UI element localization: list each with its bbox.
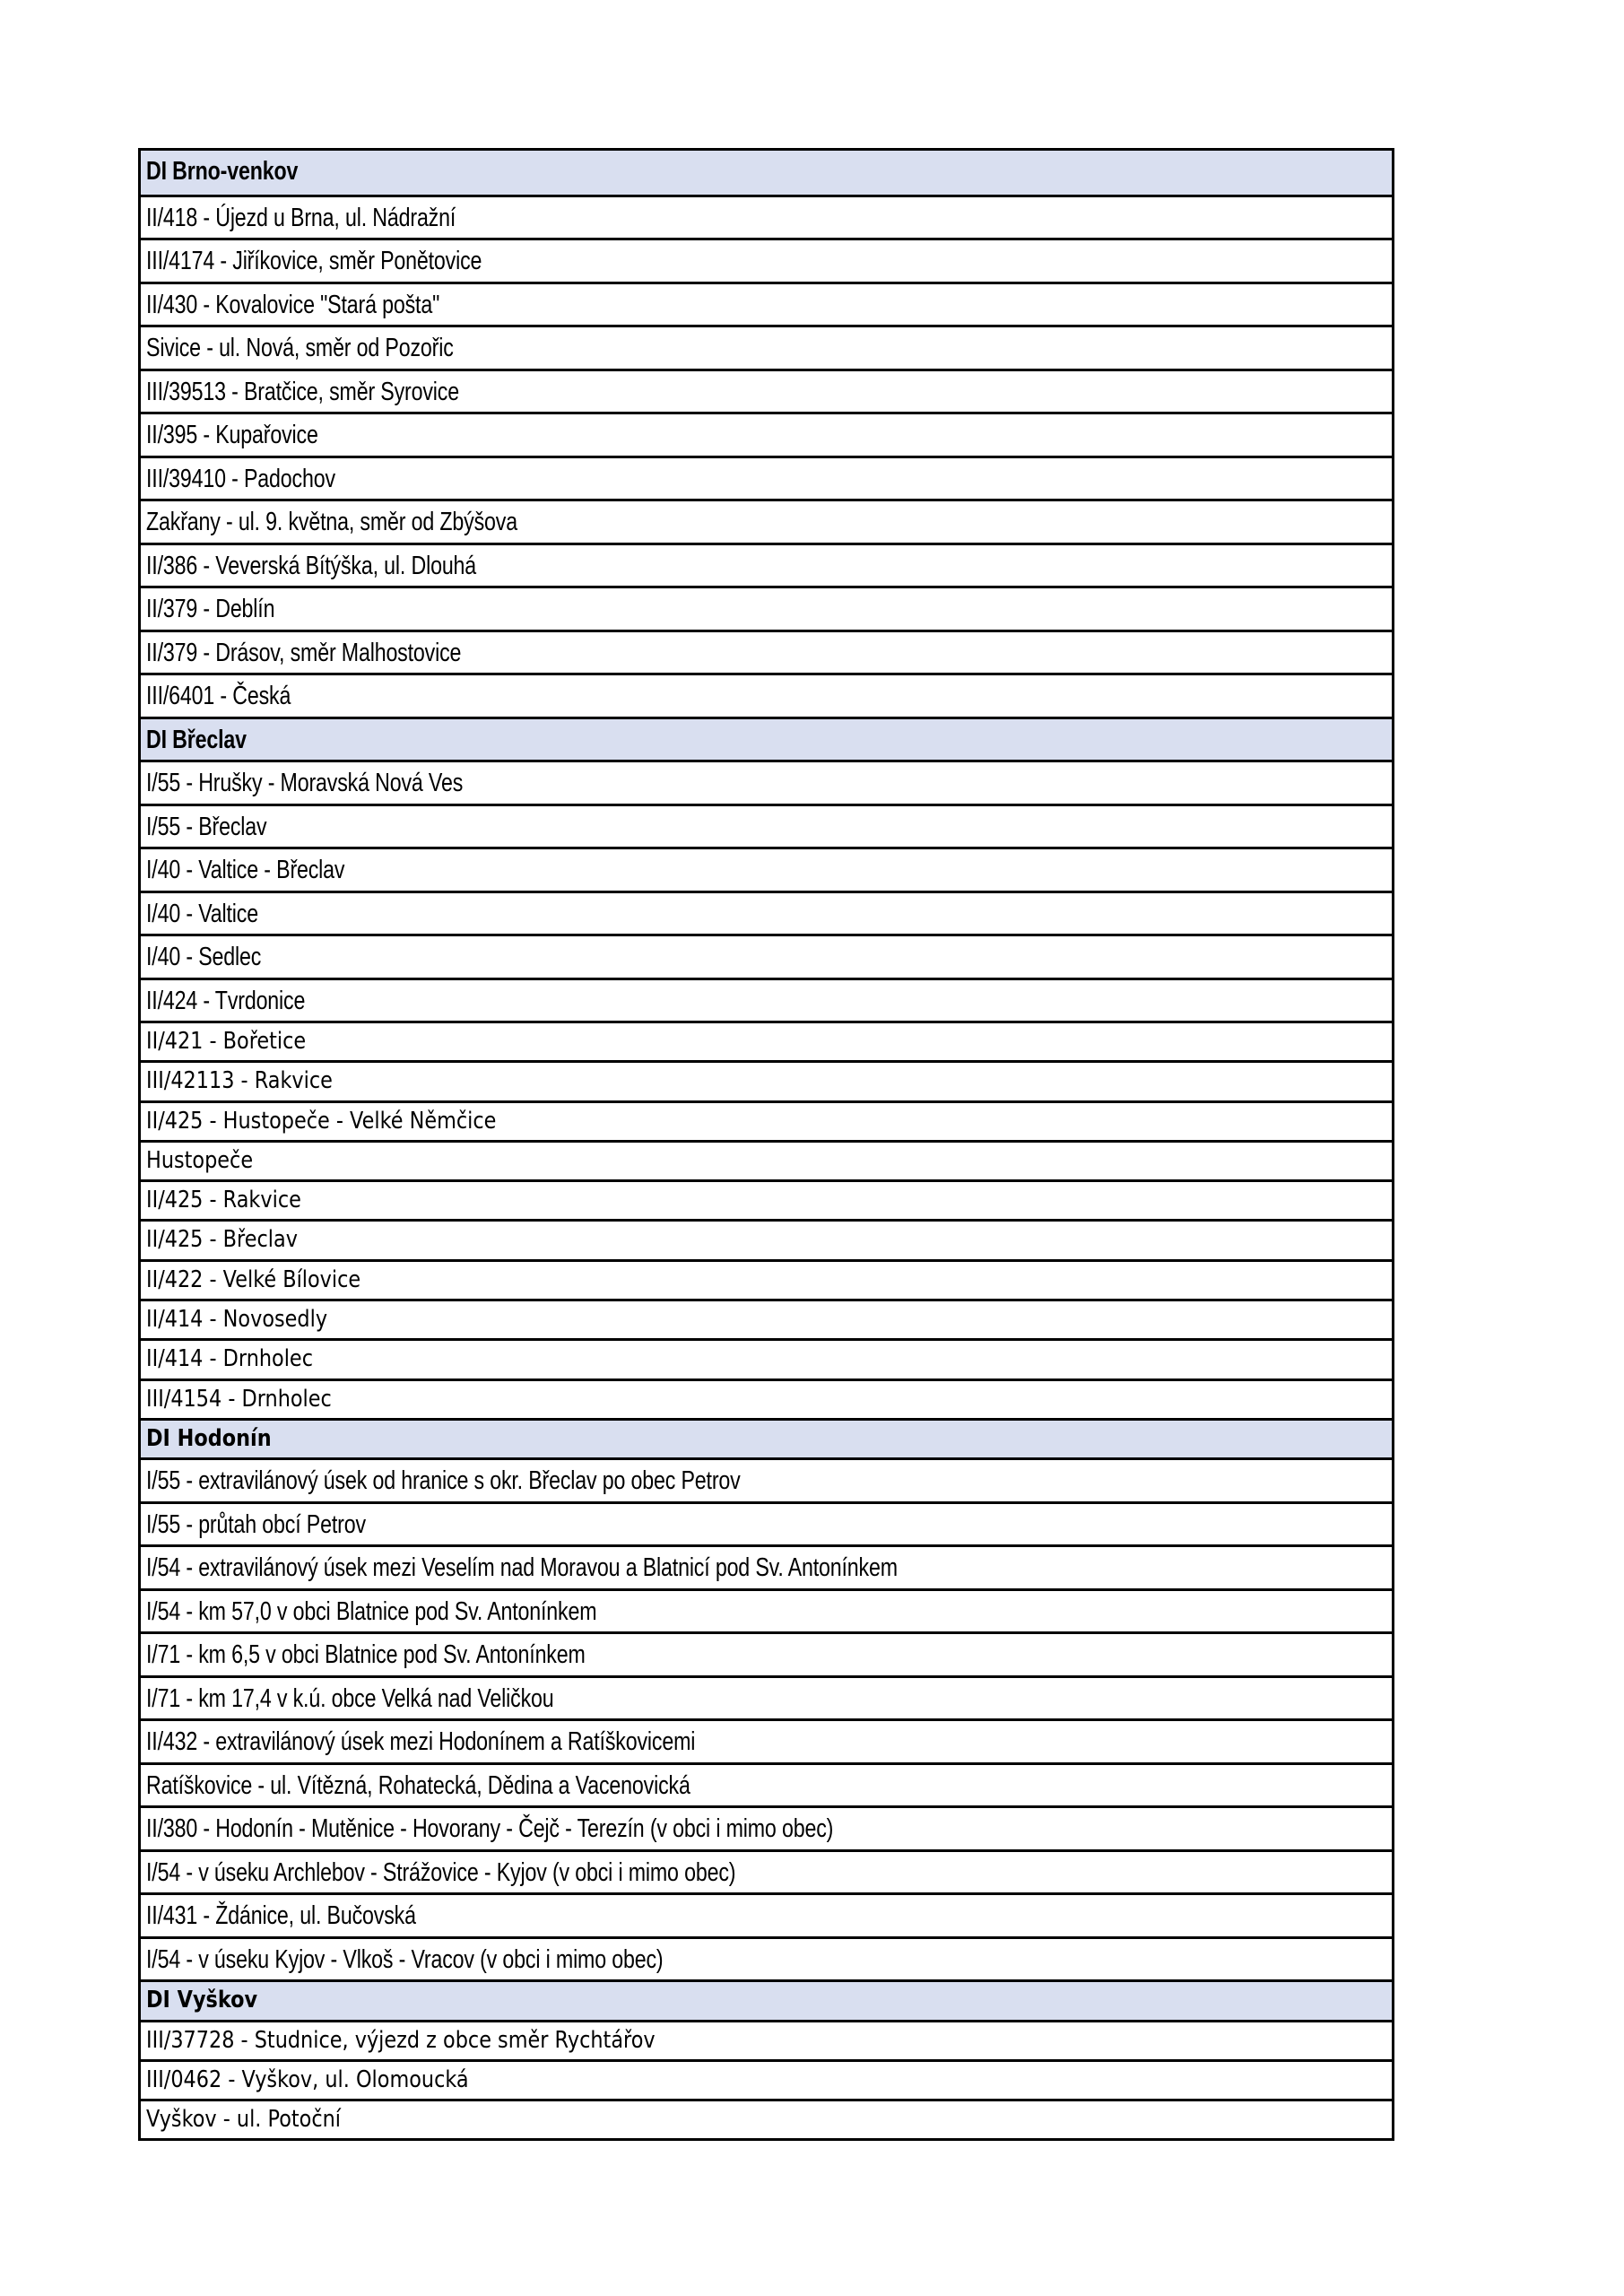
row-label: I/54 - extravilánový úsek mezi Veselím nad Moravou a Blatnicí pod Sv. Antonínkem: [146, 1553, 898, 1583]
row-label: I/40 - Sedlec: [146, 943, 262, 971]
table-row: [141, 1179, 1392, 1219]
table-row: [141, 499, 1392, 543]
section-header-label: DI Brno-venkov: [146, 157, 299, 186]
table-row: [141, 630, 1392, 674]
row-label: II/425 - Hustopeče - Velké Němčice: [146, 1107, 497, 1135]
row-label: II/418 - Újezd u Brna, ul. Nádražní: [146, 203, 456, 232]
row-label: II/380 - Hodonín - Mutěnice - Hovorany - Čejč - Terezín (v obci i mimo obec): [146, 1814, 834, 1844]
table-row: [141, 543, 1392, 587]
table-row: [141, 1805, 1392, 1849]
row-label: III/39410 - Padochov: [146, 464, 335, 493]
row-label: II/414 - Drnholec: [146, 1345, 313, 1373]
table-row: [141, 282, 1392, 326]
row-label: III/4154 - Drnholec: [146, 1385, 332, 1413]
row-label: I/54 - km 57,0 v obci Blatnice pod Sv. Antonínkem: [146, 1596, 597, 1626]
row-label: I/55 - Břeclav: [146, 812, 267, 841]
table-row: [141, 934, 1392, 978]
row-label: I/54 - v úseku Kyjov - Vlkoš - Vracov (v obci i mimo obec): [146, 1944, 664, 1974]
table-row: [141, 238, 1392, 282]
row-label: II/422 - Velké Bílovice: [146, 1265, 361, 1293]
table-row: [141, 2059, 1392, 2099]
table-row: [141, 1631, 1392, 1675]
table-row: [141, 978, 1392, 1022]
row-label: I/40 - Valtice - Břeclav: [146, 856, 345, 884]
row-label: II/379 - Drásov, směr Malhostovice: [146, 638, 462, 667]
table-row: [141, 1544, 1392, 1588]
table-row: [141, 1457, 1392, 1501]
table-row: [141, 1849, 1392, 1893]
table-row: [141, 673, 1392, 717]
table-row: [141, 1588, 1392, 1632]
row-label: III/6401 - Česká: [146, 682, 291, 710]
row-label: II/424 - Tvrdonice: [146, 986, 306, 1015]
row-label: Sivice - ul. Nová, směr od Pozořic: [146, 334, 454, 362]
row-label: I/71 - km 17,4 v k.ú. obce Velká nad Veličkou: [146, 1683, 554, 1713]
table-row: [141, 1299, 1392, 1338]
table-row: [141, 760, 1392, 804]
row-label: I/40 - Valtice: [146, 899, 258, 928]
table-row: [141, 891, 1392, 935]
table-row: [141, 1936, 1392, 1980]
table-row: [141, 456, 1392, 500]
table-row: [141, 1718, 1392, 1762]
row-label: II/395 - Kupařovice: [146, 421, 318, 449]
row-label: I/54 - v úseku Archlebov - Strážovice - Kyjov (v obci i mimo obec): [146, 1857, 736, 1887]
row-label: II/430 - Kovalovice "Stará pošta": [146, 290, 440, 319]
table-row: [141, 1140, 1392, 1179]
table-row: [141, 412, 1392, 456]
table-row: [141, 2099, 1392, 2138]
row-label: II/425 - Břeclav: [146, 1226, 298, 1254]
row-label: I/71 - km 6,5 v obci Blatnice pod Sv. Antonínkem: [146, 1640, 586, 1670]
row-label: Ratíškovice - ul. Vítězná, Rohatecká, Dědina a Vacenovická: [146, 1770, 690, 1800]
section-header-row: [141, 1418, 1392, 1457]
row-label: III/0462 - Vyškov, ul. Olomoucká: [146, 2066, 469, 2093]
table-row: [141, 1762, 1392, 1806]
table-row: [141, 1219, 1392, 1258]
table-row: [141, 1060, 1392, 1100]
row-label: III/39513 - Bratčice, směr Syrovice: [146, 377, 459, 406]
row-label: Zakřany - ul. 9. května, směr od Zbýšova: [146, 508, 517, 536]
section-header-row: [141, 151, 1392, 195]
row-label: III/37728 - Studnice, výjezd z obce směr Rychtářov: [146, 2026, 656, 2054]
table-row: [141, 1501, 1392, 1545]
row-label: II/414 - Novosedly: [146, 1306, 328, 1334]
table-row: [141, 369, 1392, 413]
row-label: II/421 - Bořetice: [146, 1028, 307, 1055]
table-row: [141, 1338, 1392, 1378]
row-label: II/432 - extravilánový úsek mezi Hodonínem a Ratíškovicemi: [146, 1727, 696, 1757]
row-label: I/55 - průtah obcí Petrov: [146, 1509, 366, 1539]
row-label: II/425 - Rakvice: [146, 1187, 301, 1214]
section-header-label: DI Vyškov: [146, 1987, 258, 2014]
row-label: II/379 - Deblín: [146, 595, 275, 623]
row-label: II/431 - Ždánice, ul. Bučovská: [146, 1901, 416, 1931]
row-label: I/55 - Hrušky - Moravská Nová Ves: [146, 769, 464, 797]
row-label: Vyškov - ul. Potoční: [146, 2106, 342, 2134]
table-row: [141, 195, 1392, 239]
section-header-row: [141, 717, 1392, 761]
row-label: II/386 - Veverská Bítýška, ul. Dlouhá: [146, 551, 477, 580]
table-row: [141, 586, 1392, 630]
locations-table: [138, 148, 1394, 2141]
section-header-label: DI Břeclav: [146, 725, 247, 754]
table-row: [141, 2020, 1392, 2059]
row-label: III/4174 - Jiříkovice, směr Ponětovice: [146, 247, 482, 275]
table-row: [141, 325, 1392, 369]
section-header-label: DI Hodonín: [146, 1424, 272, 1452]
row-label: I/55 - extravilánový úsek od hranice s okr. Břeclav po obec Petrov: [146, 1466, 741, 1496]
table-row: [141, 1021, 1392, 1060]
table-row: [141, 1378, 1392, 1418]
row-label: III/42113 - Rakvice: [146, 1067, 333, 1095]
table-row: [141, 804, 1392, 848]
table-row: [141, 1100, 1392, 1140]
section-header-row: [141, 1979, 1392, 2019]
table-row: [141, 1675, 1392, 1719]
table-row: [141, 1892, 1392, 1936]
table-row: [141, 847, 1392, 891]
table-row: [141, 1259, 1392, 1299]
row-label: Hustopeče: [146, 1146, 254, 1174]
